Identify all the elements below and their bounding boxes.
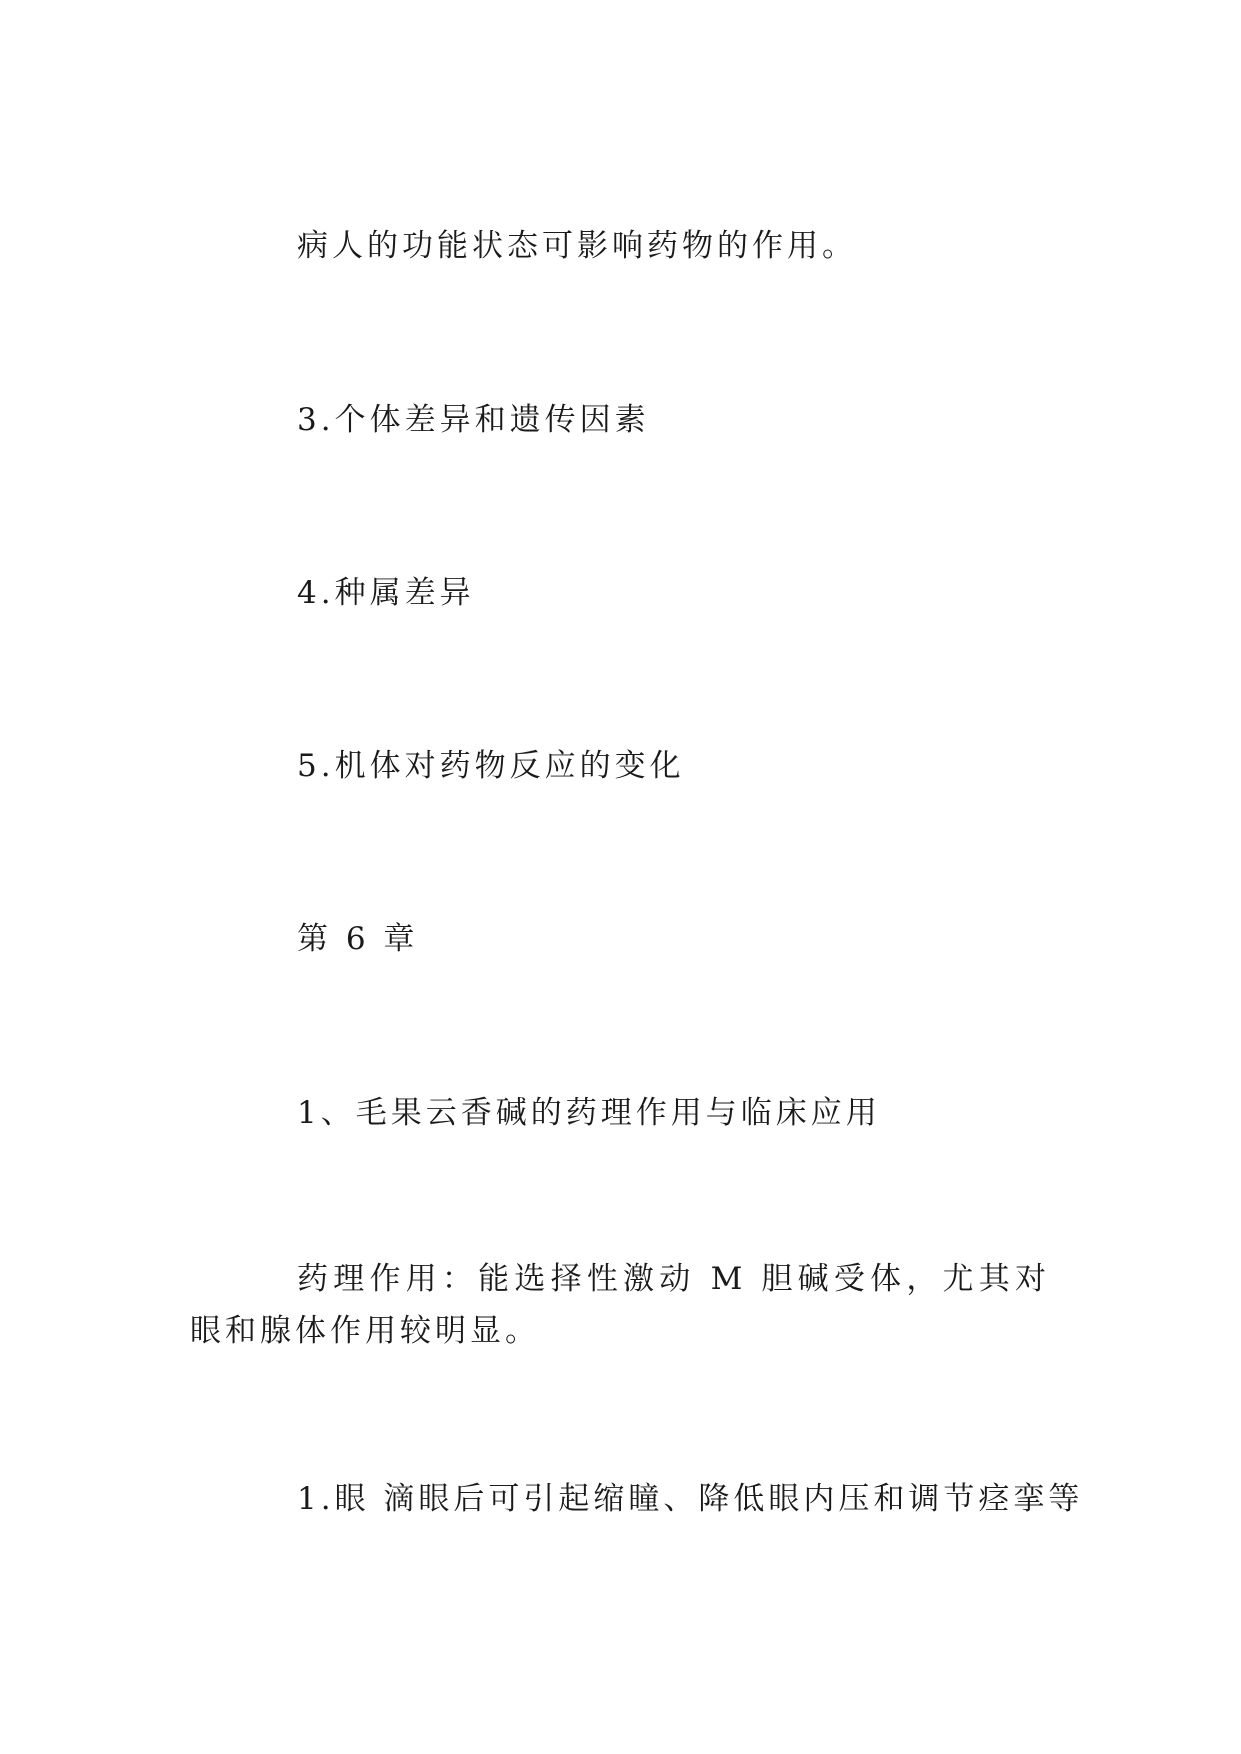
text-line-species-difference: 4.种属差异	[297, 575, 475, 611]
paragraph-pharmacology: 药理作用：能选择性激动 M 胆碱受体，尤其对眼和腺体作用较明显。	[190, 1261, 1050, 1349]
text-line-function-state: 病人的功能状态可影响药物的作用。	[297, 228, 857, 264]
section-heading-pilocarpine: 1、毛果云香碱的药理作用与临床应用	[297, 1095, 881, 1131]
text-line-eye-effect: 1.眼 滴眼后可引起缩瞳、降低眼内压和调节痉挛等	[297, 1481, 1084, 1517]
text-line-individual-difference: 3.个体差异和遗传因素	[297, 402, 650, 438]
text-line-body-response-change: 5.机体对药物反应的变化	[297, 748, 685, 784]
chapter-heading: 第 6 章	[297, 921, 419, 957]
